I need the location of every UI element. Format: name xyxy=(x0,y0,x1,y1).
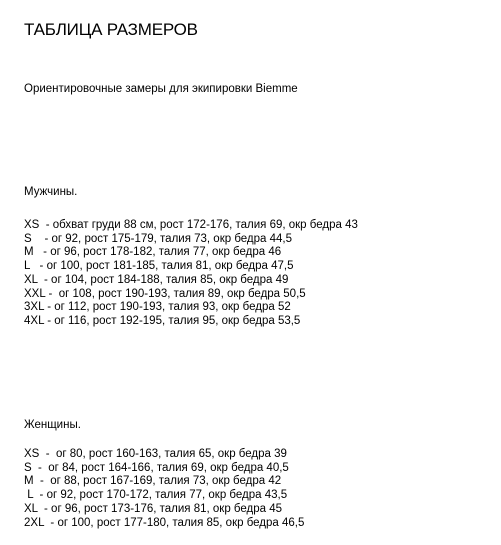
women-section-heading: Женщины. xyxy=(24,419,81,431)
intro-text: Ориентировочные замеры для экипировки Biemme xyxy=(24,83,298,95)
women-size-row-m: M - ог 88, рост 167-169, талия 73, окр бедра 42 xyxy=(24,475,282,488)
men-size-row-m: M - ог 96, рост 178-182, талия 77, окр бедра 46 xyxy=(24,246,282,259)
men-size-row-3xl: 3XL - ог 112, рост 190-193, талия 93, окр бедра 52 xyxy=(24,301,291,314)
men-size-row-xs: XS - обхват груди 88 см, рост 172-176, талия 69, окр бедра 43 xyxy=(24,219,358,231)
women-size-row-l: L - ог 92, рост 170-172, талия 77, окр бедра 43,5 xyxy=(24,489,288,502)
women-size-list xyxy=(24,448,304,530)
men-size-list xyxy=(24,219,358,329)
women-size-row-2xl: 2XL - ог 100, рост 177-180, талия 85, окр бедра 46,5 xyxy=(24,516,305,529)
women-size-row-xl: XL - ог 96, рост 173-176, талия 81, окр бедра 45 xyxy=(24,502,282,515)
men-size-row-l: L - ог 100, рост 181-185, талия 81, окр бедра 47,5 xyxy=(24,260,294,273)
men-size-row-xl: XL - ог 104, рост 184-188, талия 85, окр бедра 49 xyxy=(24,273,289,286)
men-size-row-xxl: XXL - ог 108, рост 190-193, талия 89, окр бедра 50,5 xyxy=(24,287,306,300)
women-size-row-s: S - ог 84, рост 164-166, талия 69, окр бедра 40,5 xyxy=(24,461,289,474)
men-section-heading: Мужчины. xyxy=(24,186,78,198)
women-size-row-xs: XS - ог 80, рост 160-163, талия 65, окр бедра 39 xyxy=(24,448,287,460)
men-size-row-4xl: 4XL - ог 116, рост 192-195, талия 95, окр бедра 53,5 xyxy=(24,314,301,327)
men-size-row-s: S - ог 92, рост 175-179, талия 73, окр бедра 44,5 xyxy=(24,232,293,245)
page-title: ТАБЛИЦА РАЗМЕРОВ xyxy=(24,20,198,39)
